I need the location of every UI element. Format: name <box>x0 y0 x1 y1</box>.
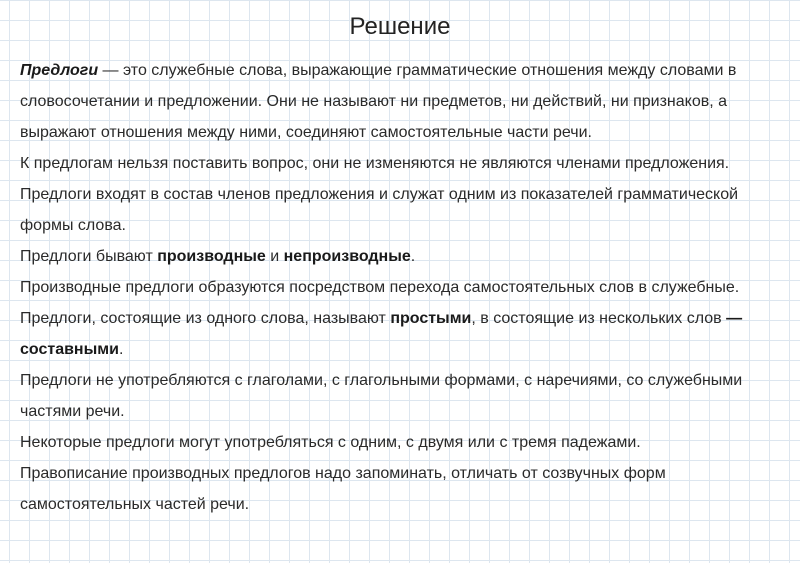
definition-text: — это служебные слова, выражающие грамматические отношения между словами в словосочетании и предложении. Они не называют ни предметов, ни действий, ни признаков, а выражают отношения между ними, соединяют самостоятельные части речи. <box>20 62 737 141</box>
paragraph-cases: Некоторые предлоги могут употребляться с одним, с двумя или с тремя падежами. <box>20 434 641 451</box>
paragraph-usage: Предлоги не употребляются с глаголами, с глагольными формами, с наречиями, со служебными частями речи. <box>20 372 743 420</box>
structure-text-after: . <box>118 341 124 358</box>
term-compound: — составными <box>20 310 743 358</box>
paragraph-types <box>20 241 790 272</box>
types-text-middle: и <box>265 248 284 265</box>
types-text-after: . <box>410 248 416 265</box>
term-simple: простыми <box>390 310 472 327</box>
paragraph-spelling: Правописание производных предлогов надо запоминать, отличать от созвучных форм самостоятельных частей речи. <box>20 465 666 513</box>
solution-text <box>20 55 790 520</box>
paragraph-question: К предлогам нельзя поставить вопрос, они не изменяются не являются членами предложения. Предлоги входят в состав членов предложения и служат одним из показателей грамматической формы слова. <box>20 155 739 234</box>
structure-text-middle: , в состоящие из нескольких слов <box>471 310 727 327</box>
term-derived: производные <box>157 248 266 265</box>
structure-text-before: Предлоги, состоящие из одного слова, называют <box>20 310 391 327</box>
term-non-derived: непроизводные <box>283 248 411 265</box>
term-prepositions: Предлоги <box>20 62 99 79</box>
paragraph-derived: Производные предлоги образуются посредством перехода самостоятельных слов в служебные. <box>20 279 740 296</box>
paragraph-simple-compound <box>20 303 790 365</box>
page-title: Решение <box>349 13 451 40</box>
types-text-before: Предлоги бывают <box>20 248 158 265</box>
paragraph-definition <box>20 55 790 148</box>
